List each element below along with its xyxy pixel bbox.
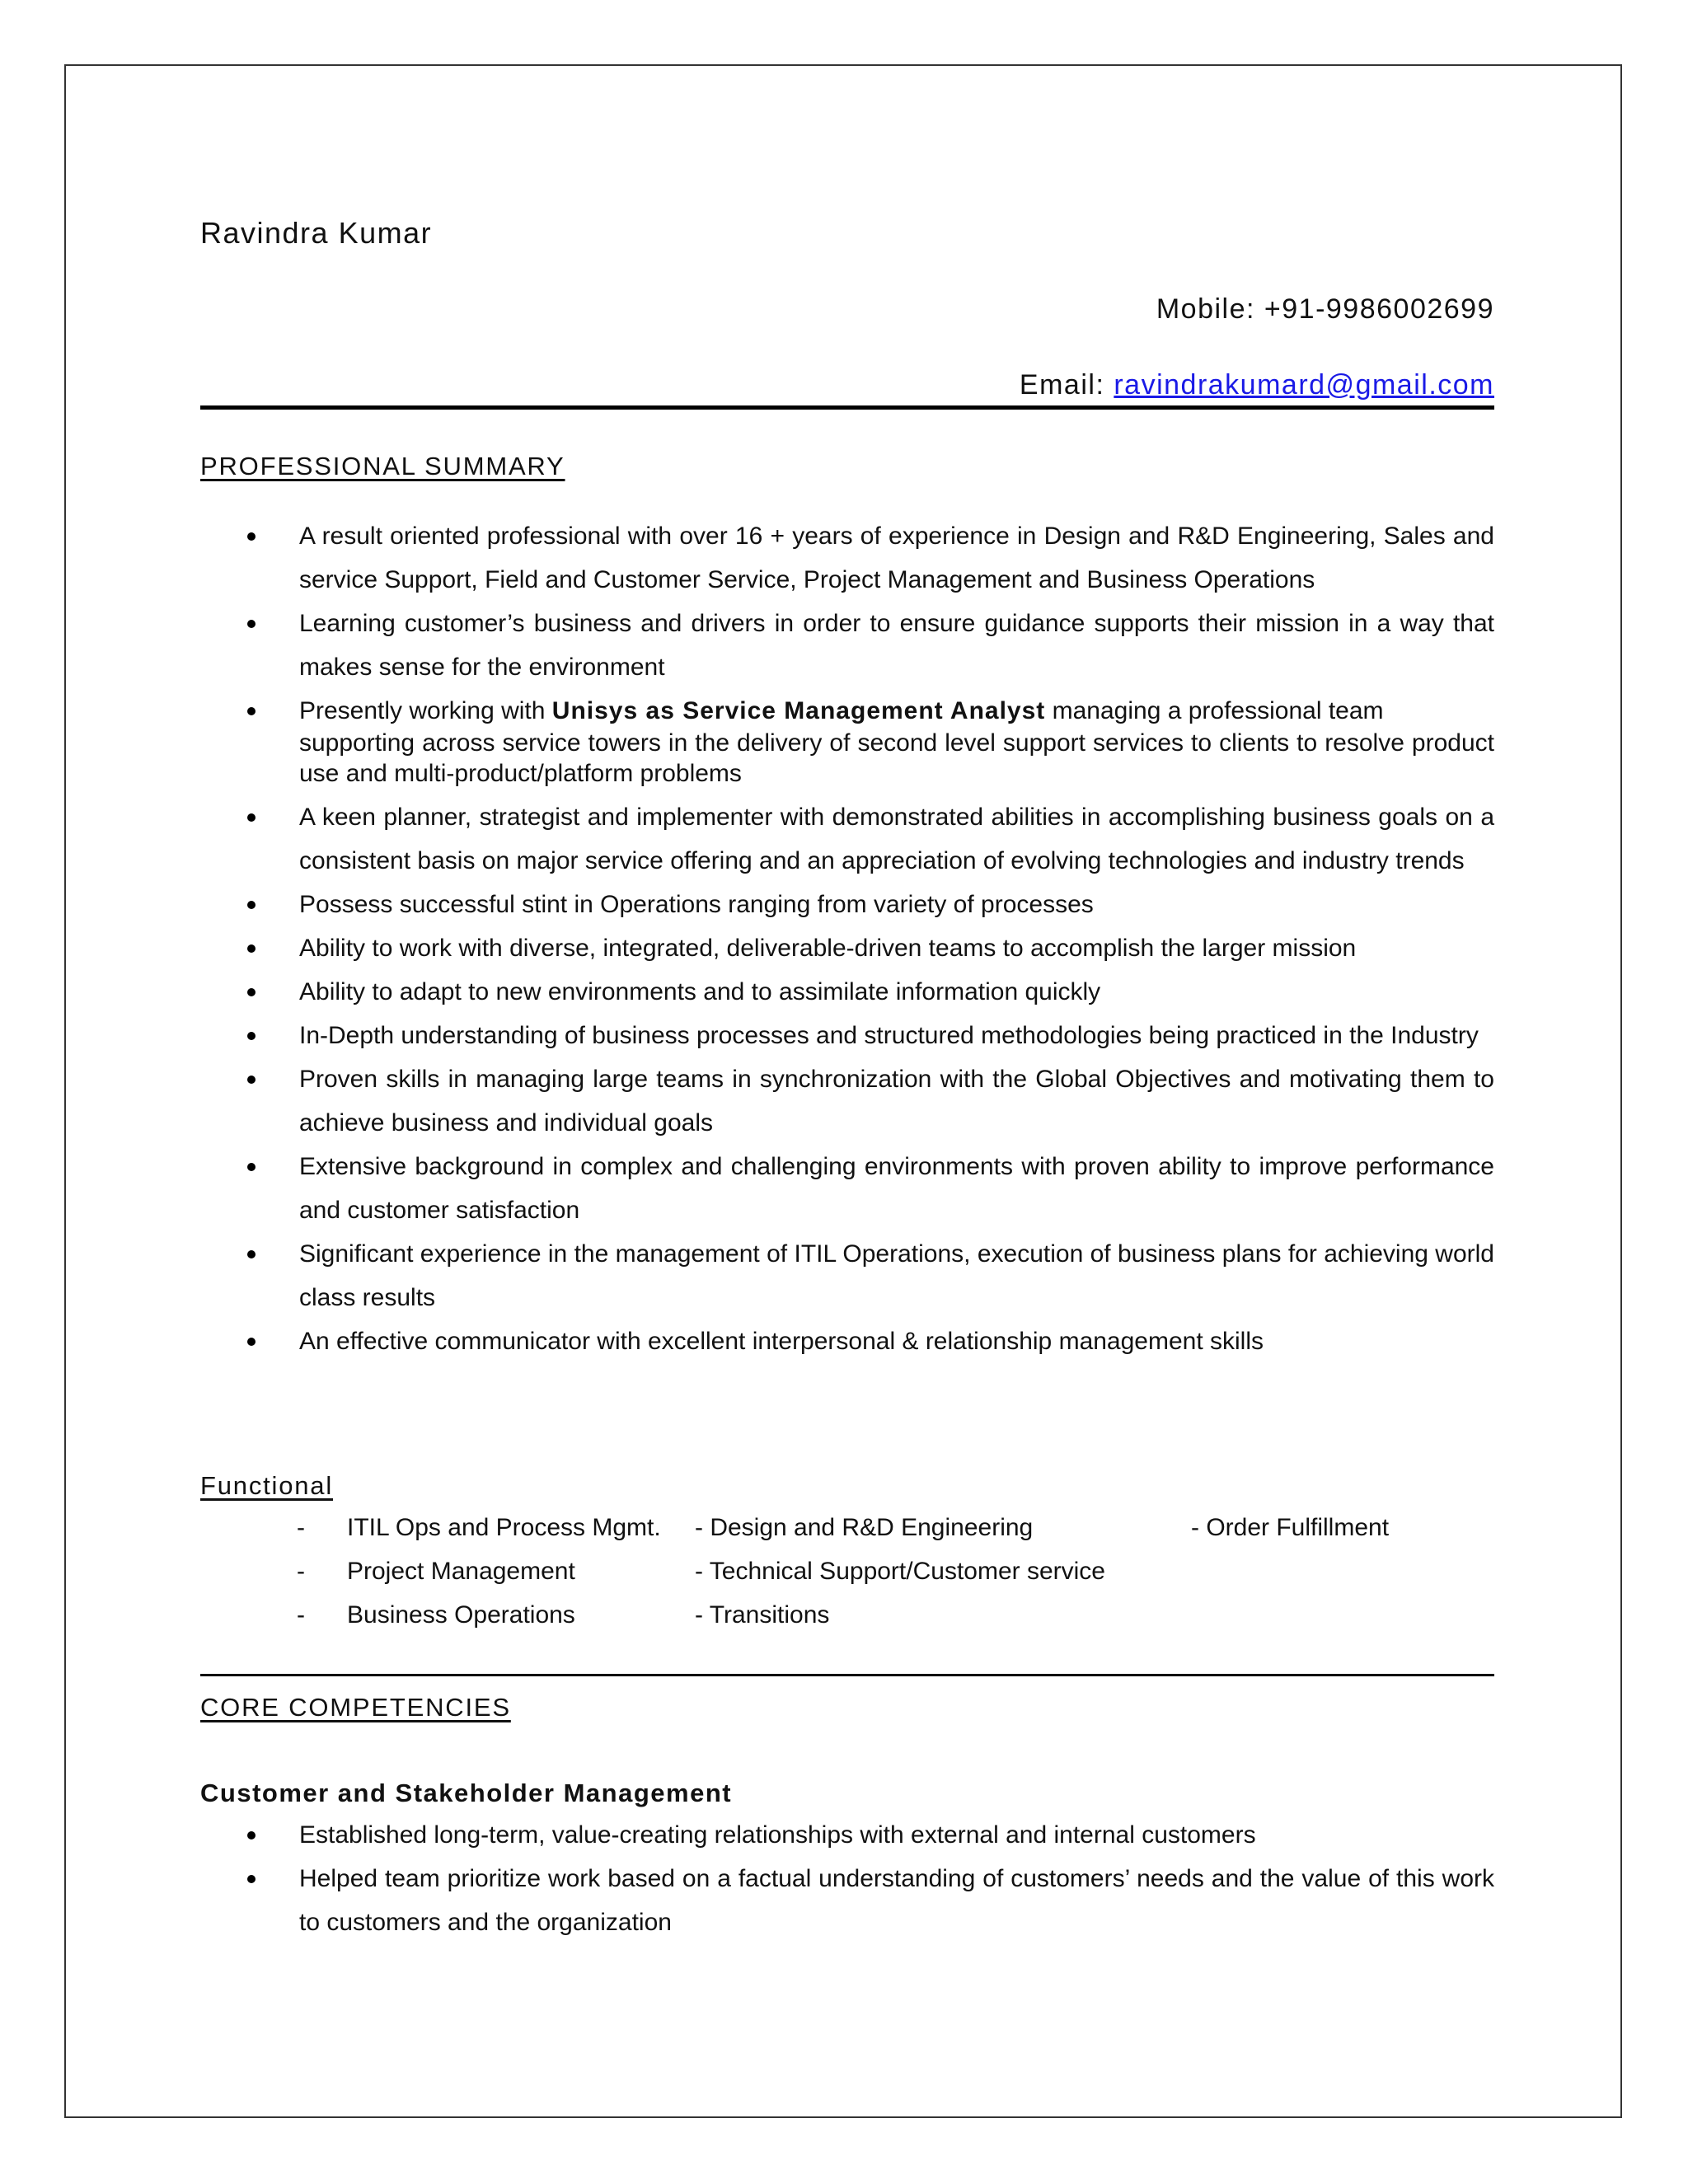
section-divider bbox=[200, 1674, 1494, 1676]
list-item bbox=[247, 1057, 1494, 1145]
list-item bbox=[247, 1857, 1494, 1944]
bullet-icon bbox=[247, 1076, 256, 1084]
list-item-text: Established long-term, value-creating relationships with external and internal customers bbox=[299, 1821, 1256, 1849]
mobile-line bbox=[200, 293, 1494, 326]
dash-marker: - bbox=[297, 1601, 305, 1629]
email-line bbox=[200, 369, 1494, 401]
core-competencies-heading: CORE COMPETENCIES bbox=[200, 1693, 511, 1722]
bullet-icon bbox=[247, 1831, 256, 1840]
core-competencies-list bbox=[247, 1813, 1494, 1944]
professional-summary-list bbox=[247, 514, 1494, 1363]
dash-marker: - bbox=[297, 1514, 305, 1541]
list-item-text: Ability to work with diverse, integrated, deliverable-driven teams to accomplish the larger mission bbox=[299, 935, 1357, 962]
candidate-name: Ravindra Kumar bbox=[200, 216, 433, 250]
functional-skills-grid bbox=[0, 1506, 1688, 1637]
list-item bbox=[247, 970, 1494, 1014]
dash-marker: - bbox=[297, 1558, 305, 1585]
bullet-icon bbox=[247, 532, 256, 541]
bullet-icon bbox=[247, 988, 256, 996]
functional-heading: Functional bbox=[200, 1471, 334, 1500]
functional-skill: - Design and R&D Engineering bbox=[695, 1514, 1034, 1541]
list-item-text: A result oriented professional with over 16 + years of experience in Design and R&D Engineering, Sales and service Support, Field and Customer Service, Project Management and Business Operations bbox=[299, 523, 1494, 593]
bullet-icon bbox=[247, 1250, 256, 1258]
list-item-text: An effective communicator with excellent interpersonal & relationship management skills bbox=[299, 1328, 1264, 1355]
email-label: Email: bbox=[1019, 369, 1105, 401]
functional-skill: - Order Fulfillment bbox=[1191, 1514, 1390, 1541]
list-item bbox=[247, 1014, 1494, 1057]
list-item bbox=[247, 1813, 1494, 1857]
list-item bbox=[247, 602, 1494, 689]
bullet-icon bbox=[247, 1875, 256, 1883]
list-item bbox=[247, 926, 1494, 970]
functional-row bbox=[0, 1506, 1688, 1549]
list-item-text: Proven skills in managing large teams in synchronization with the Global Objectives and motivating them to achieve business and individual goals bbox=[299, 1066, 1494, 1137]
functional-skill: - Transitions bbox=[695, 1601, 830, 1629]
list-item bbox=[247, 883, 1494, 926]
list-item-text: Significant experience in the management of ITIL Operations, execution of business plans for achieving world class results bbox=[299, 1240, 1494, 1311]
bullet-icon bbox=[247, 1163, 256, 1171]
functional-skill: ITIL Ops and Process Mgmt. bbox=[347, 1514, 661, 1541]
email-link[interactable]: ravindrakumard@gmail.com bbox=[1114, 369, 1494, 401]
bullet-icon bbox=[247, 1032, 256, 1040]
bullet-icon bbox=[247, 944, 256, 953]
list-item-suffix: managing a professional team bbox=[1052, 697, 1384, 724]
list-item bbox=[247, 1232, 1494, 1319]
mobile-label: Mobile: bbox=[1156, 293, 1255, 325]
competency-subheading: Customer and Stakeholder Management bbox=[200, 1779, 733, 1807]
bullet-icon bbox=[247, 707, 256, 715]
list-item-prefix: Presently working with bbox=[299, 697, 546, 724]
functional-skill: Business Operations bbox=[347, 1601, 575, 1629]
current-role: Unisys as Service Management Analyst bbox=[551, 697, 1046, 724]
list-item-text: Learning customer’s business and drivers in order to ensure guidance supports their mission in a way that makes sense for the environment bbox=[299, 610, 1494, 681]
list-item bbox=[247, 795, 1494, 883]
professional-summary-heading: PROFESSIONAL SUMMARY bbox=[200, 452, 565, 480]
functional-skill: Project Management bbox=[347, 1558, 575, 1585]
header-divider bbox=[200, 405, 1494, 410]
functional-row bbox=[0, 1593, 1688, 1637]
functional-skill: - Technical Support/Customer service bbox=[695, 1558, 1105, 1585]
list-item bbox=[247, 1145, 1494, 1232]
mobile-value: +91-9986002699 bbox=[1264, 293, 1494, 325]
list-item-continuation: supporting across service towers in the delivery of second level support services to clients to resolve product use and multi-product/platform problems bbox=[299, 729, 1494, 787]
functional-row bbox=[0, 1549, 1688, 1593]
list-item-text: A keen planner, strategist and implementer with demonstrated abilities in accomplishing business goals on a consistent basis on major service offering and an appreciation of evolving technologies and industry trends bbox=[299, 804, 1494, 874]
list-item-text: Helped team prioritize work based on a factual understanding of customers’ needs and the value of this work to customers and the organization bbox=[299, 1865, 1494, 1936]
list-item bbox=[247, 1319, 1494, 1363]
list-item-text: Possess successful stint in Operations ranging from variety of processes bbox=[299, 891, 1094, 918]
list-item bbox=[247, 689, 1494, 795]
bullet-icon bbox=[247, 1338, 256, 1346]
bullet-icon bbox=[247, 620, 256, 628]
bullet-icon bbox=[247, 813, 256, 822]
list-item-text: Ability to adapt to new environments and to assimilate information quickly bbox=[299, 978, 1101, 1005]
list-item-text: In-Depth understanding of business processes and structured methodologies being practiced in the Industry bbox=[299, 1022, 1479, 1049]
list-item-text: Extensive background in complex and challenging environments with proven ability to improve performance and customer satisfaction bbox=[299, 1153, 1494, 1224]
bullet-icon bbox=[247, 901, 256, 909]
list-item bbox=[247, 514, 1494, 602]
